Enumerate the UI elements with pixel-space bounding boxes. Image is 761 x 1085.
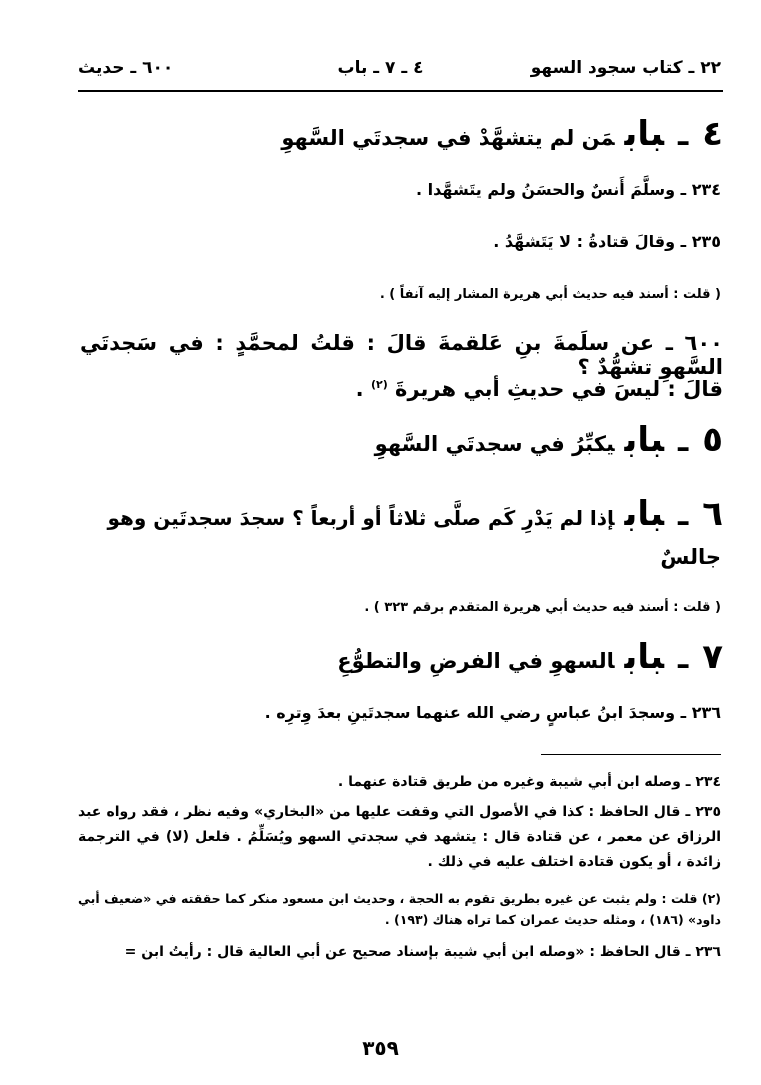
hadith-600-line2-text: قالَ : ليسَ في حديثِ أبي هريرةَ	[395, 377, 723, 401]
footnote-divider	[541, 754, 721, 755]
hadith-600-line1: ٦٠٠ ـ عن سلَمةَ بنِ عَلقمةَ قالَ : قلتُ لمحمَّدٍ : في سَجدتَي السَّهوِ تشهُّدٌ ؟	[80, 331, 723, 379]
athar-234: ٢٣٤ ـ وسلَّمَ أَنسٌ والحسَنُ ولم يتَشهَّدا .	[416, 180, 721, 199]
header-section: ٤ ـ ٧ ـ باب	[337, 58, 424, 78]
header-divider	[78, 90, 723, 92]
chapter-dash: ـ	[677, 424, 689, 459]
chapter-title: إذا لم يَدْرِ كَم صلَّى ثلاثاً أو أربعاً ؟ سجدَ سجدتَين وهو	[107, 506, 615, 530]
chapter-dash: ـ	[677, 118, 689, 153]
chapter-dash: ـ	[677, 641, 689, 676]
page-number: ٣٥٩	[362, 1036, 399, 1060]
chapter-label: باب	[624, 637, 664, 677]
hadith-600-line2-end: .	[355, 377, 364, 401]
hadith-600-line2	[356, 377, 723, 401]
chapter-title: السهوِ في الفرضِ والتطوُّعِ	[337, 649, 615, 673]
chapter-number: ٦	[702, 494, 723, 534]
athar-235: ٢٣٥ ـ وقالَ قتادةُ : لا يَتَشهَّدُ .	[493, 232, 721, 251]
header-hadith-ref: ٦٠٠ ـ حديث	[78, 58, 174, 78]
chapter-title: يكبِّرُ في سجدتَي السَّهوِ	[374, 432, 615, 456]
chapter-label: باب	[624, 420, 664, 460]
chapter-heading-5	[375, 420, 723, 460]
chapter-heading-7	[337, 637, 723, 677]
chapter-label: باب	[624, 494, 664, 534]
chapter-title: مَن لم يتشهَّدْ في سجدتَي السَّهوِ	[281, 126, 615, 150]
editor-note-2: ( قلت : أسند فيه حديث أبي هريرة المتقدم برقم ٣٢٣ ) .	[364, 600, 721, 615]
chapter-number: ٥	[702, 420, 723, 460]
editor-note-1: ( قلت : أسند فيه حديث أبي هريرة المشار إليه آنفاً ) .	[379, 287, 721, 302]
chapter-6-continuation: جالسٌ	[660, 545, 721, 569]
chapter-label: باب	[624, 114, 664, 154]
footnote-2: (٢) قلت : ولم يثبت عن غيره بطريق تقوم به الحجة ، وحديث ابن مسعود منكر كما حققته في «ضعيف أبي داود» (١٨٦) ، ومثله حديث عمران كما تراه هناك (١٩٣) .	[78, 891, 721, 927]
chapter-dash: ـ	[677, 498, 689, 533]
footnote-236: ٢٣٦ ـ قال الحافظ : «وصله ابن أبي شيبة بإسناد صحيح عن أبي العالية قال : رأيتُ ابن =	[124, 944, 721, 960]
footnote-marker: (٢)	[370, 378, 388, 391]
chapter-heading-6	[107, 494, 723, 534]
chapter-number: ٤	[702, 114, 723, 154]
chapter-heading-4	[281, 114, 723, 154]
header-book-title: ٢٢ ـ كتاب سجود السهو	[530, 58, 721, 78]
footnote-235: ٢٣٥ ـ قال الحافظ : كذا في الأصول التي وقفت عليها من «البخاري» وفيه نظر ، فقد رواه عبد الرزاق عن معمر ، عن قتادة قال : يتشهد في سجدتي السهو ويُسَلِّمُ . فلعل (لا) في الترجمة زائدة ، أو يكون قتادة اختلف عليه في ذلك .	[78, 804, 721, 870]
athar-236: ٢٣٦ ـ وسجدَ ابنُ عباسٍ رضي الله عنهما سجدتَينِ بعدَ وِترِه .	[264, 703, 721, 722]
chapter-number: ٧	[702, 637, 723, 677]
footnote-234: ٢٣٤ ـ وصله ابن أبي شيبة وغيره من طريق قتادة عنهما .	[337, 774, 721, 790]
